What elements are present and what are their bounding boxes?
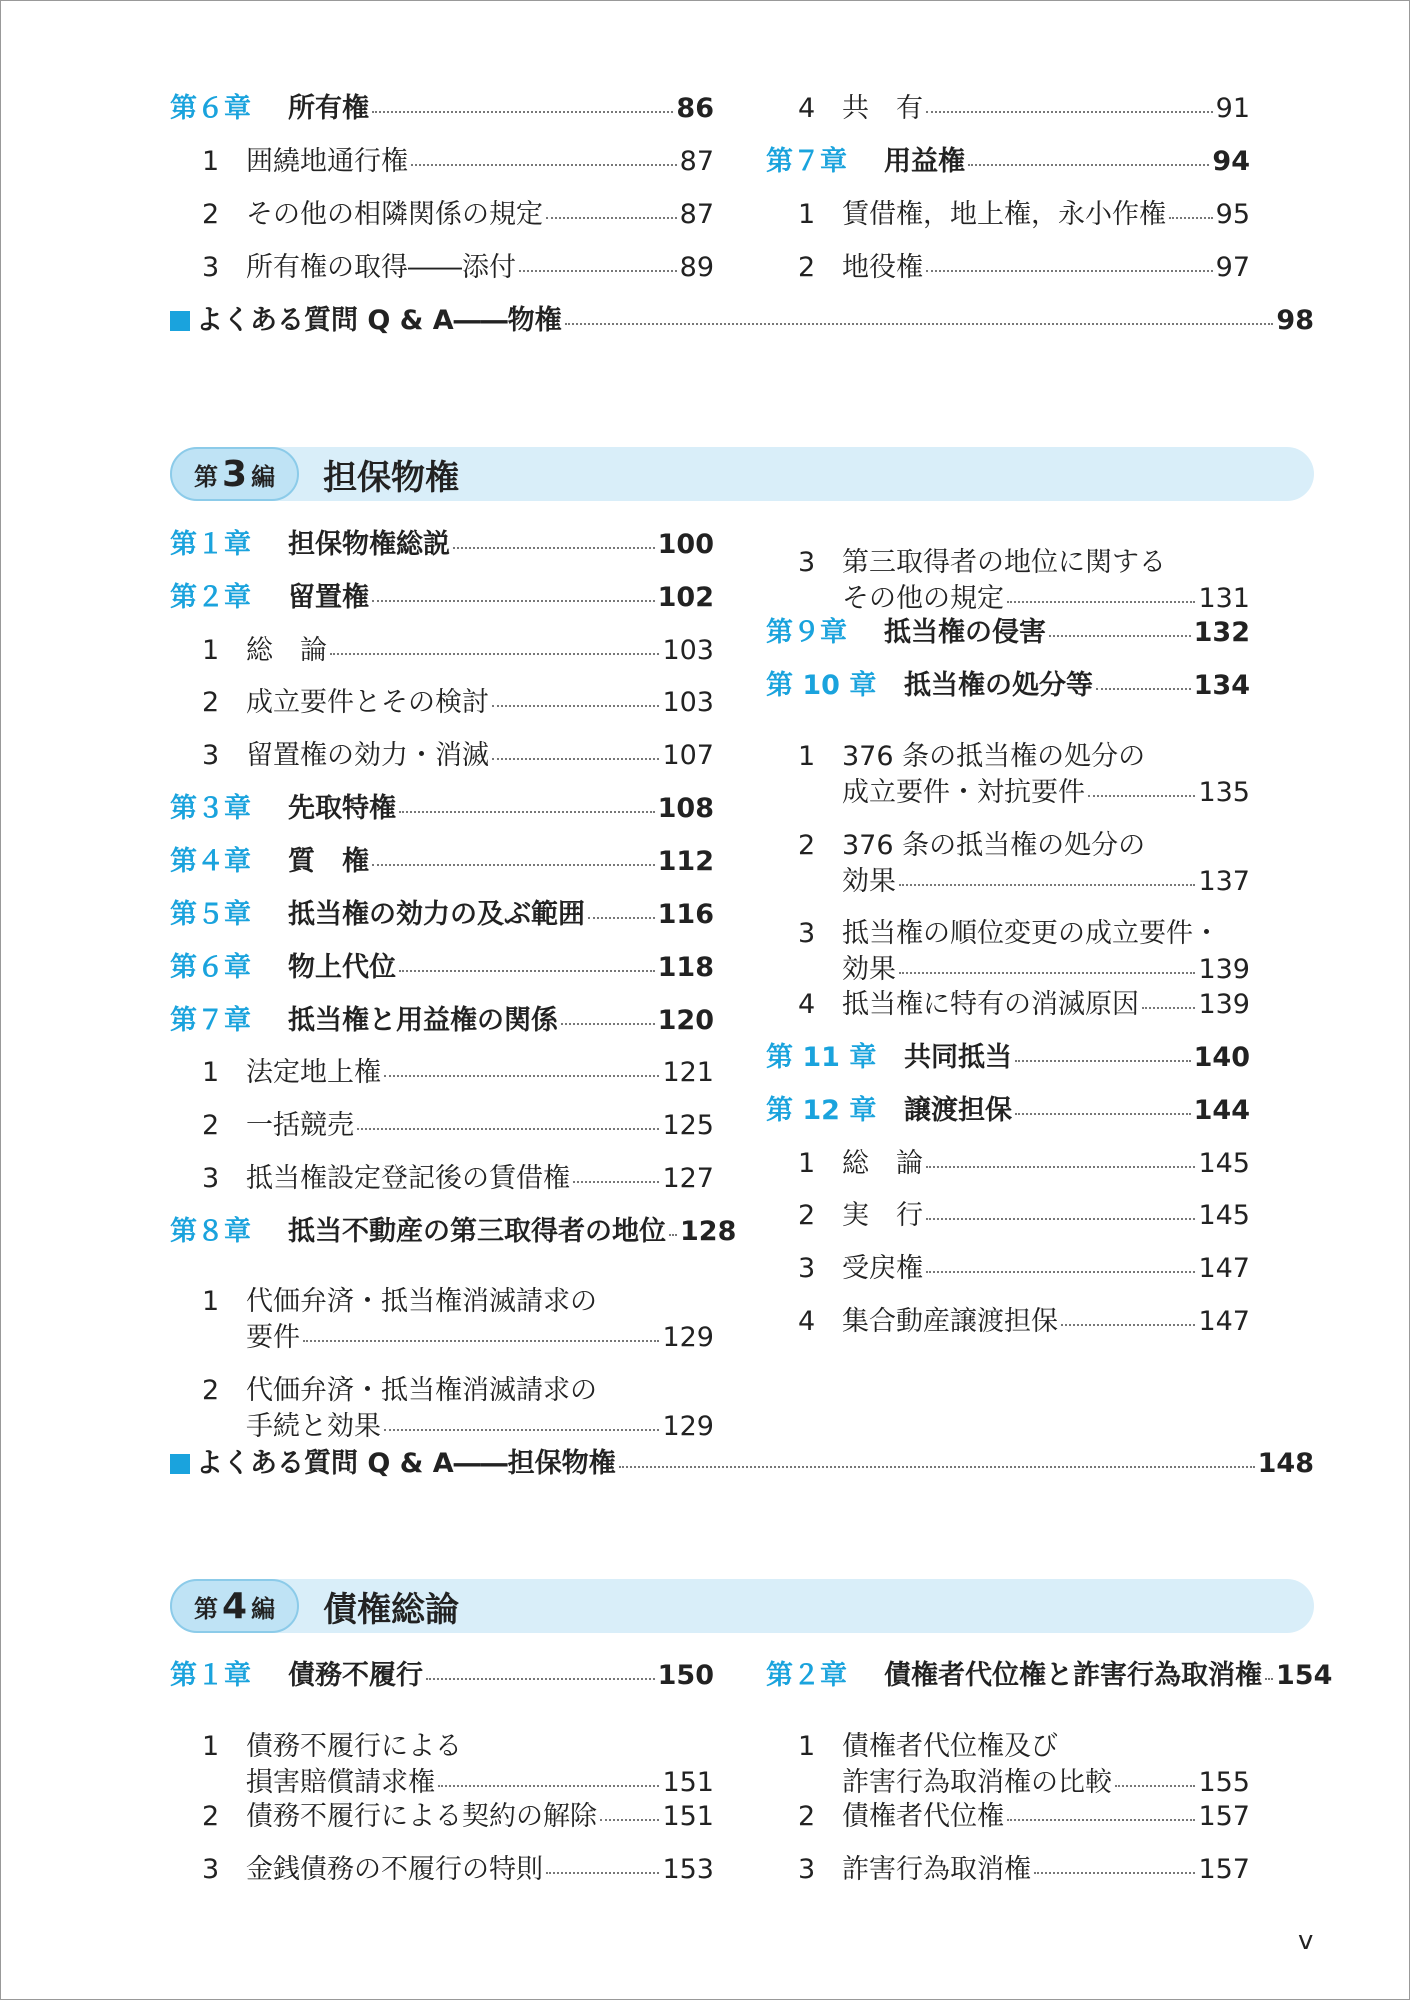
entry-title: 賃借権，地上権，永小作権 [842, 199, 1166, 230]
part-title: 担保物権 [323, 457, 460, 498]
section-entry [766, 1729, 1250, 1801]
page-ref: 134 [1193, 670, 1250, 701]
section-entry [766, 194, 1250, 236]
entry-line [766, 545, 1250, 581]
leader-dots [669, 1234, 677, 1236]
chapter-entry [766, 612, 1250, 654]
section-number: 1 [202, 146, 220, 177]
page-ref: 147 [1198, 1306, 1250, 1337]
chapter-entry [170, 88, 714, 130]
section-number: 4 [798, 989, 816, 1020]
leader-dots [1142, 1007, 1195, 1009]
section-entry [766, 545, 1250, 617]
qa-entry [170, 1443, 1314, 1485]
section-number: 1 [202, 1731, 220, 1762]
leader-dots [372, 864, 655, 866]
entry-line [766, 864, 1250, 900]
section-entry [170, 1105, 714, 1147]
entry-title-cont: 効果 [842, 866, 896, 897]
page-ref: 153 [662, 1854, 714, 1885]
entry-title: 譲渡担保 [904, 1095, 1012, 1126]
leader-dots [968, 164, 1209, 166]
leader-dots [1015, 1113, 1191, 1115]
section-entry [170, 247, 714, 289]
leader-dots [926, 270, 1213, 272]
section-entry [170, 141, 714, 183]
entry-title: 用益権 [884, 146, 965, 177]
page-ref: 121 [662, 1057, 714, 1088]
entry-title: 一括競売 [246, 1110, 354, 1141]
leader-dots [399, 970, 655, 972]
page-ref: 129 [662, 1322, 714, 1353]
leader-dots [372, 111, 673, 113]
chapter-entry [170, 894, 714, 936]
page-ref: 157 [1198, 1854, 1250, 1885]
entry-title: 留置権 [288, 582, 369, 613]
entry-title-cont: その他の規定 [842, 583, 1004, 614]
section-number: 1 [798, 741, 816, 772]
section-number: 1 [798, 1731, 816, 1762]
entry-title: 成立要件とその検討 [246, 687, 489, 718]
page-ref: 103 [662, 687, 714, 718]
chapter-label: 第 10 章 [766, 670, 877, 701]
page-ref: 144 [1193, 1095, 1250, 1126]
section-entry [766, 247, 1250, 289]
chapter-label: 第６章 [170, 93, 251, 124]
section-entry [170, 1052, 714, 1094]
section-number: 2 [202, 199, 220, 230]
leader-dots [565, 323, 1274, 325]
page-ref: 137 [1198, 866, 1250, 897]
chapter-entry [766, 1090, 1250, 1132]
leader-dots [1034, 1872, 1195, 1874]
entry-line [766, 952, 1250, 988]
entry-title-cont: 損害賠償請求権 [246, 1767, 435, 1798]
section-number: 2 [202, 1110, 220, 1141]
section-number: 4 [798, 93, 816, 124]
entry-title: 担保物権総説 [288, 529, 450, 560]
leader-dots [926, 111, 1213, 113]
section-entry [170, 735, 714, 777]
section-number: 2 [798, 1801, 816, 1832]
leader-dots [303, 1340, 659, 1342]
leader-dots [399, 811, 655, 813]
chapter-label: 第 12 章 [766, 1095, 877, 1126]
page-ref: 98 [1276, 305, 1314, 336]
leader-dots [1015, 1060, 1191, 1062]
section-number: 3 [202, 1854, 220, 1885]
leader-dots [411, 164, 677, 166]
page-ref: 154 [1276, 1660, 1333, 1691]
entry-title: 詐害行為取消権 [842, 1854, 1031, 1885]
part-number: 3 [222, 453, 248, 495]
page-ref: 89 [679, 252, 714, 283]
entry-line [766, 775, 1250, 811]
chapter-label: 第７章 [170, 1005, 251, 1036]
section-entry [170, 1373, 714, 1445]
section-number: 2 [798, 252, 816, 283]
page-ref: 108 [657, 793, 714, 824]
entry-title: 総 論 [246, 635, 327, 666]
leader-dots [926, 1218, 1195, 1220]
section-number: 3 [798, 1253, 816, 1284]
chapter-label: 第６章 [170, 952, 251, 983]
part-word: 編 [251, 1594, 276, 1623]
leader-dots [1007, 1819, 1195, 1821]
entry-title: 代価弁済・抵当権消滅請求の [246, 1286, 597, 1317]
entry-title: よくある質問 Q & A――物権 [196, 305, 562, 336]
chapter-entry [766, 665, 1250, 707]
part4-banner [170, 1579, 1314, 1633]
page-ref: 127 [662, 1163, 714, 1194]
page-ref: 94 [1212, 146, 1250, 177]
entry-line [170, 1373, 714, 1409]
page-ref: 107 [662, 740, 714, 771]
section-entry [170, 1284, 714, 1356]
entry-title: 抵当権の処分等 [904, 670, 1093, 701]
section-number: 2 [798, 830, 816, 861]
page-number: v [1298, 1926, 1314, 1956]
section-number: 2 [798, 1200, 816, 1231]
chapter-entry [170, 577, 714, 619]
leader-dots [384, 1075, 659, 1077]
leader-dots [1265, 1678, 1273, 1680]
section-number: 4 [798, 1306, 816, 1337]
section-number: 1 [798, 1148, 816, 1179]
page-ref: 103 [662, 635, 714, 666]
entry-title: 留置権の効力・消滅 [246, 740, 489, 771]
page-ref: 147 [1198, 1253, 1250, 1284]
entry-title-cont: 成立要件・対抗要件 [842, 777, 1085, 808]
leader-dots [1088, 795, 1195, 797]
leader-dots [492, 705, 659, 707]
section-entry [170, 1729, 714, 1801]
section-number: 3 [202, 740, 220, 771]
chapter-entry [766, 141, 1250, 183]
section-entry [766, 1143, 1250, 1185]
page-ref: 91 [1215, 93, 1250, 124]
entry-title: 債権者代位権 [842, 1801, 1004, 1832]
chapter-entry [766, 1655, 1333, 1697]
entry-line [170, 1284, 714, 1320]
page-ref: 155 [1198, 1767, 1250, 1798]
entry-title-cont: 要件 [246, 1322, 300, 1353]
section-entry [170, 1158, 714, 1200]
page-ref: 100 [657, 529, 714, 560]
part-word: 第 [194, 1594, 218, 1623]
chapter-label: 第７章 [766, 146, 847, 177]
entry-title: 総 論 [842, 1148, 923, 1179]
part-number: 4 [222, 1585, 248, 1627]
square-bullet-icon [170, 1454, 190, 1474]
page-ref: 140 [1193, 1042, 1250, 1073]
part-title: 債権総論 [323, 1589, 460, 1630]
section-number: 2 [202, 1801, 220, 1832]
entry-title: 共同抵当 [904, 1042, 1012, 1073]
leader-dots [926, 1271, 1195, 1273]
part-word: 編 [251, 462, 276, 491]
chapter-label: 第９章 [766, 617, 847, 648]
entry-title: 実 行 [842, 1200, 923, 1231]
leader-dots [1096, 688, 1191, 690]
chapter-entry [766, 1037, 1250, 1079]
page-ref: 116 [657, 899, 714, 930]
chapter-label: 第５章 [170, 899, 251, 930]
page-ref: 145 [1198, 1148, 1250, 1179]
section-entry [766, 916, 1250, 988]
page-ref: 129 [662, 1411, 714, 1442]
page-ref: 128 [680, 1216, 737, 1247]
entry-title: 債権者代位権と詐害行為取消権 [884, 1660, 1262, 1691]
part-word: 第 [194, 462, 218, 491]
section-entry [170, 630, 714, 672]
chapter-label: 第 11 章 [766, 1042, 877, 1073]
leader-dots [372, 600, 655, 602]
entry-line [170, 1320, 714, 1356]
section-number: 3 [798, 918, 816, 949]
chapter-entry [170, 947, 714, 989]
chapter-label: 第３章 [170, 793, 251, 824]
entry-title: 抵当不動産の第三取得者の地位 [288, 1216, 666, 1247]
leader-dots [546, 1872, 659, 1874]
chapter-label: 第１章 [170, 1660, 251, 1691]
entry-line [766, 828, 1250, 864]
entry-title: 債務不履行による契約の解除 [246, 1801, 597, 1832]
page-ref: 139 [1198, 989, 1250, 1020]
leader-dots [453, 547, 655, 549]
page-ref: 95 [1215, 199, 1250, 230]
entry-title: 物上代位 [288, 952, 396, 983]
section-number: 2 [202, 1375, 220, 1406]
leader-dots [600, 1819, 659, 1821]
chapter-label: 第２章 [766, 1660, 847, 1691]
page-ref: 131 [1198, 583, 1250, 614]
entry-title: 所有権 [288, 93, 369, 124]
section-number: 1 [202, 635, 220, 666]
chapter-entry [170, 524, 714, 566]
page-ref: 125 [662, 1110, 714, 1141]
chapter-entry [170, 1211, 737, 1253]
entry-title: 第三取得者の地位に関する [842, 547, 1166, 578]
section-number: 2 [202, 687, 220, 718]
leader-dots [926, 1166, 1195, 1168]
entry-title: 376 条の抵当権の処分の [842, 741, 1146, 772]
section-entry [766, 984, 1250, 1026]
entry-title: 債権者代位権及び [842, 1731, 1058, 1762]
chapter-entry [170, 1655, 714, 1697]
chapter-label: 第２章 [170, 582, 251, 613]
section-number: 3 [202, 1163, 220, 1194]
page-ref: 145 [1198, 1200, 1250, 1231]
page-ref: 97 [1215, 252, 1250, 283]
page-ref: 87 [679, 199, 714, 230]
entry-line [170, 1409, 714, 1445]
page-ref: 102 [657, 582, 714, 613]
page-ref: 112 [657, 846, 714, 877]
section-number: 1 [202, 1057, 220, 1088]
section-number: 3 [798, 1854, 816, 1885]
chapter-label: 第１章 [170, 529, 251, 560]
page-ref: 151 [662, 1801, 714, 1832]
entry-title: 集合動産譲渡担保 [842, 1306, 1058, 1337]
leader-dots [561, 1023, 655, 1025]
section-entry [766, 88, 1250, 130]
entry-title: 受戻権 [842, 1253, 923, 1284]
chapter-entry [170, 1000, 714, 1042]
leader-dots [1049, 635, 1191, 637]
section-entry [766, 1248, 1250, 1290]
entry-title: 法定地上権 [246, 1057, 381, 1088]
entry-title-cont: 手続と効果 [246, 1411, 381, 1442]
section-number: 3 [798, 547, 816, 578]
entry-title: 抵当権の効力の及ぶ範囲 [288, 899, 585, 930]
part3-banner [170, 447, 1314, 501]
qa-entry [170, 300, 1314, 342]
leader-dots [1007, 601, 1195, 603]
entry-title: 抵当権に特有の消滅原因 [842, 989, 1139, 1020]
leader-dots [438, 1785, 659, 1787]
section-entry [766, 739, 1250, 811]
page-ref: 86 [676, 93, 714, 124]
entry-title: 抵当権設定登記後の賃借権 [246, 1163, 570, 1194]
leader-dots [619, 1466, 1255, 1468]
entry-title: 質 権 [288, 846, 369, 877]
chapter-entry [170, 788, 714, 830]
entry-title: 債務不履行 [288, 1660, 423, 1691]
page-ref: 118 [657, 952, 714, 983]
entry-title: その他の相隣関係の規定 [246, 199, 543, 230]
page-ref: 132 [1193, 617, 1250, 648]
section-entry [766, 1849, 1250, 1891]
square-bullet-icon [170, 311, 190, 331]
entry-title-cont: 詐害行為取消権の比較 [842, 1767, 1112, 1798]
entry-title: 抵当権の侵害 [884, 617, 1046, 648]
leader-dots [330, 653, 659, 655]
part-label [170, 447, 299, 501]
section-entry [766, 1796, 1250, 1838]
entry-line [766, 916, 1250, 952]
entry-title: 抵当権と用益権の関係 [288, 1005, 558, 1036]
part-label [170, 1579, 299, 1633]
entry-title: 先取特権 [288, 793, 396, 824]
chapter-label: 第４章 [170, 846, 251, 877]
entry-title: 債務不履行による [246, 1731, 462, 1762]
section-number: 3 [202, 252, 220, 283]
page-ref: 151 [662, 1767, 714, 1798]
section-entry [766, 1301, 1250, 1343]
entry-line [170, 1729, 714, 1765]
entry-title: 共 有 [842, 93, 923, 124]
leader-dots [1115, 1785, 1195, 1787]
entry-title-cont: 効果 [842, 954, 896, 985]
section-number: 1 [202, 1286, 220, 1317]
entry-title: よくある質問 Q & A――担保物権 [196, 1448, 616, 1479]
section-entry [170, 682, 714, 724]
entry-title: 代価弁済・抵当権消滅請求の [246, 1375, 597, 1406]
leader-dots [546, 217, 677, 219]
leader-dots [492, 758, 659, 760]
leader-dots [899, 884, 1195, 886]
entry-title: 抵当権の順位変更の成立要件・ [842, 918, 1220, 949]
page-ref: 150 [657, 1660, 714, 1691]
page-ref: 87 [679, 146, 714, 177]
chapter-label: 第８章 [170, 1216, 251, 1247]
entry-line [766, 739, 1250, 775]
leader-dots [1061, 1324, 1195, 1326]
page-ref: 148 [1257, 1448, 1314, 1479]
entry-title: 376 条の抵当権の処分の [842, 830, 1146, 861]
section-entry [170, 194, 714, 236]
leader-dots [1169, 217, 1213, 219]
leader-dots [384, 1429, 659, 1431]
leader-dots [899, 972, 1195, 974]
entry-title: 地役権 [842, 252, 923, 283]
page-ref: 120 [657, 1005, 714, 1036]
section-entry [170, 1796, 714, 1838]
page-ref: 157 [1198, 1801, 1250, 1832]
leader-dots [573, 1181, 659, 1183]
entry-title: 所有権の取得――添付 [246, 252, 516, 283]
entry-line [766, 1729, 1250, 1765]
section-entry [170, 1849, 714, 1891]
section-entry [766, 1195, 1250, 1237]
page-ref: 135 [1198, 777, 1250, 808]
section-number: 1 [798, 199, 816, 230]
entry-title: 金銭債務の不履行の特則 [246, 1854, 543, 1885]
chapter-entry [170, 841, 714, 883]
leader-dots [357, 1128, 659, 1130]
leader-dots [519, 270, 677, 272]
leader-dots [426, 1678, 655, 1680]
section-entry [766, 828, 1250, 900]
leader-dots [588, 917, 655, 919]
page-ref: 139 [1198, 954, 1250, 985]
entry-title: 囲繞地通行権 [246, 146, 408, 177]
